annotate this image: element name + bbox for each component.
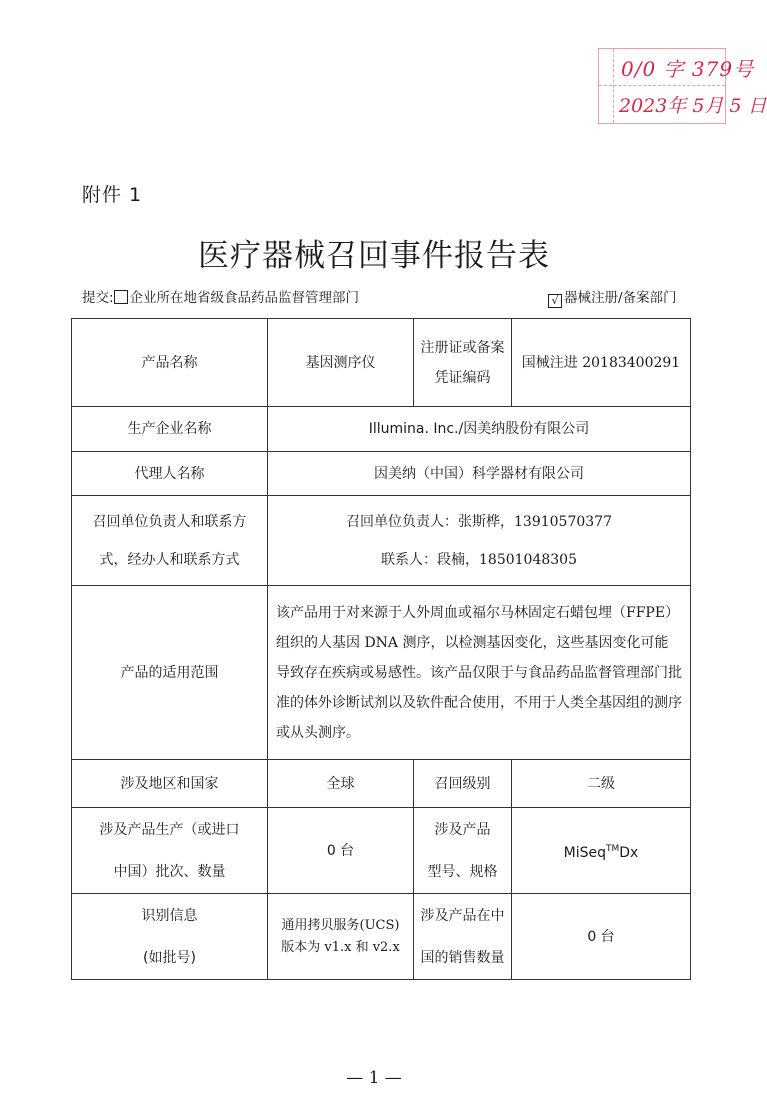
contact-value xyxy=(268,496,691,586)
submit-left xyxy=(82,286,359,306)
submit-right-org: 器械注册/备案部门 xyxy=(564,290,677,306)
ident-value xyxy=(268,894,414,980)
agent-label: 代理人名称 xyxy=(72,452,268,496)
ident-label-line2: (如批号) xyxy=(143,949,196,966)
checked-box-icon: √ xyxy=(548,294,562,308)
contact-label-line1: 召回单位负责人和联系方 xyxy=(92,513,247,530)
batch-label-line2: 中国）批次、数量 xyxy=(113,863,226,880)
submit-right xyxy=(548,286,677,308)
stamp-date: 2023年 5月 5 日 xyxy=(619,95,767,117)
submit-left-org: 企业所在地省级食品药品监督管理部门 xyxy=(129,290,360,306)
model-value xyxy=(512,808,691,894)
contact-person-1: 召回单位负责人：张斯桦，13910570377 xyxy=(346,513,612,530)
submit-label: 提交: xyxy=(82,290,114,306)
sales-label-line2: 国的销售数量 xyxy=(420,949,505,966)
sales-label-line1: 涉及产品在中 xyxy=(420,907,505,924)
ident-label-line1: 识别信息 xyxy=(141,907,198,924)
model-value-tail: Dx xyxy=(619,844,639,861)
reg-code-value: 国械注进 20183400291 xyxy=(512,319,691,407)
model-value-sup: TM xyxy=(606,843,620,854)
region-label: 涉及地区和国家 xyxy=(72,760,268,808)
model-label-line2: 型号、规格 xyxy=(427,863,498,880)
reg-code-label xyxy=(414,319,512,407)
contact-person-2: 联系人：段楠，18501048305 xyxy=(381,551,577,568)
batch-value: 0 台 xyxy=(268,808,414,894)
page-number: — 1 — xyxy=(346,1068,402,1088)
sales-label xyxy=(414,894,512,980)
stamp-number: 0/0 字 379号 xyxy=(621,57,755,81)
page-title: 医疗器械召回事件报告表 xyxy=(198,238,550,274)
ident-label xyxy=(72,894,268,980)
recall-level-label: 召回级别 xyxy=(414,760,512,808)
model-label-line1: 涉及产品 xyxy=(434,821,491,838)
reg-code-label-line2: 凭证编码 xyxy=(434,369,491,386)
product-name-label: 产品名称 xyxy=(72,319,268,407)
ident-value-line1: 通用拷贝服务(UCS) xyxy=(281,917,400,933)
batch-label xyxy=(72,808,268,894)
unchecked-box-icon xyxy=(114,290,128,304)
sales-value: 0 台 xyxy=(512,894,691,980)
attachment-label: 附件 1 xyxy=(82,184,143,206)
recall-report-table xyxy=(71,318,691,980)
product-name-value: 基因测序仪 xyxy=(268,319,414,407)
manufacturer-value: Illumina. Inc./因美纳股份有限公司 xyxy=(268,407,691,452)
ident-value-line2: 版本为 v1.x 和 v2.x xyxy=(281,939,400,955)
model-label xyxy=(414,808,512,894)
region-value: 全球 xyxy=(268,760,414,808)
scope-label: 产品的适用范围 xyxy=(72,586,268,760)
received-stamp xyxy=(598,48,767,124)
contact-label-line2: 式，经办人和联系方式 xyxy=(99,551,240,568)
model-value-main: MiSeq xyxy=(563,844,606,861)
agent-value: 因美纳（中国）科学器材有限公司 xyxy=(268,452,691,496)
reg-code-label-line1: 注册证或备案 xyxy=(420,339,505,356)
contact-label xyxy=(72,496,268,586)
batch-label-line1: 涉及产品生产（或进口 xyxy=(99,821,240,838)
scope-value: 该产品用于对来源于人外周血或福尔马林固定石蜡包埋（FFPE）组织的人基因 DNA 测序，以检测基因变化，这些基因变化可能导致存在疾病或易感性。该产品仅限于与食品药品监督管理部门批准的体外诊断试剂以及软件配合使用，不用于人类全基因组的测序或从头测序。 xyxy=(268,586,691,760)
manufacturer-label: 生产企业名称 xyxy=(72,407,268,452)
recall-level-value: 二级 xyxy=(512,760,691,808)
